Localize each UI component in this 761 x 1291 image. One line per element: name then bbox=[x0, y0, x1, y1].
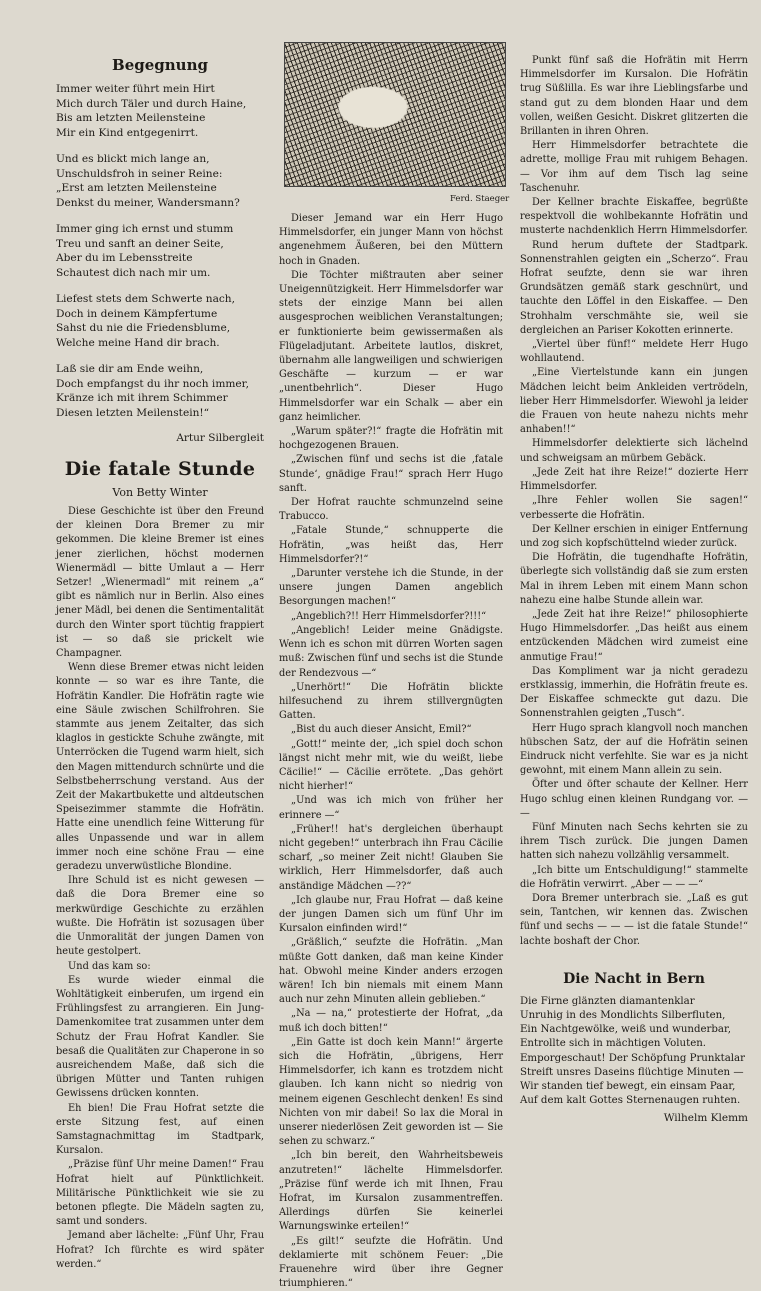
poem-line: Die Firne glänzten diamantenklar bbox=[520, 995, 695, 1007]
poem-line: Wir standen tief bewegt, ein einsam Paar, bbox=[520, 1081, 736, 1093]
article-paragraph: „Ihre Fehler wollen Sie sagen!“ verbesserte die Hofrätin. bbox=[520, 495, 748, 521]
article-column-3 bbox=[520, 54, 748, 949]
poem-line: Unruhig in des Mondlichts Silberfluten, bbox=[520, 1010, 726, 1021]
article-paragraph: „Eine Viertelstunde kann ein jungen Mädchen leicht beim Ankleiden vertrödeln, lieber Herr Himmelsdorfer. Wiewohl ja leider die Frauen von heute nahezu nichts mehr anhaben!!“ bbox=[520, 367, 748, 436]
article-paragraph: „Präzise fünf Uhr meine Damen!“ Frau Hofrat hielt auf Pünktlichkeit. Militärische Pünktlichkeit wie sie zu betonen pflegte. Die Mädeln sagten zu, samt und sonders. bbox=[56, 1159, 264, 1228]
article-paragraph: „Zwischen fünf und sechs ist die ‚fatale Stunde‘, gnädige Frau!“ sprach Herr Hugo sanft. bbox=[279, 454, 503, 494]
article-paragraph: „Na — na,“ protestierte der Hofrat, „da muß ich doch bitten!“ bbox=[279, 1008, 503, 1034]
article-paragraph: „Ein Gatte ist doch kein Mann!“ ärgerte sich die Hofrätin, „übrigens, Herr Himmelsdorfer, ich kann es trotzdem nicht glauben. Ich kann nicht so niedrig von meinem eigenen Geschlecht denken! Es sind Nichten von mir dabei! So lax die Moral in unserer niederlösen Zeit geworden ist — Sie sehen zu schwarz.“ bbox=[279, 1036, 503, 1148]
article-paragraph: Eh bien! Die Frau Hofrat setzte die erste Sitzung fest, auf einen Samstagnachmittag im Stadtpark, Kursalon. bbox=[56, 1102, 264, 1157]
poem-line: Schautest dich nach mir um. bbox=[56, 266, 211, 279]
poem-line: Und es blickt mich lange an, bbox=[56, 153, 210, 165]
poem-line: Diesen letzten Meilenstein!“ bbox=[56, 406, 210, 419]
poem-stanza bbox=[56, 82, 264, 140]
article-paragraph: „Jede Zeit hat ihre Reize!“ dozierte Herr Himmelsdorfer. bbox=[520, 466, 748, 493]
article-column-1 bbox=[56, 505, 264, 1272]
poem-line: Treu und sanft an deiner Seite, bbox=[56, 237, 224, 250]
article-paragraph: „Ich glaube nur, Frau Hofrat — daß keine der jungen Damen sich um fünf Uhr im Kursalon einfinden wird!“ bbox=[279, 894, 503, 935]
article-paragraph: Und das kam so: bbox=[68, 960, 151, 972]
article-title: Die fatale Stunde bbox=[64, 458, 256, 480]
article-paragraph: Herr Hugo sprach klangvoll noch manchen hübschen Satz, der auf die Hofrätin seinen Eindruck nicht verfehlte. Sie war es ja nicht gewohnt, mit einem Mann allein zu sein. bbox=[520, 722, 748, 777]
article-paragraph: „Ich bin bereit, den Wahrheitsbeweis anzutreten!“ lächelte Himmelsdorfer. „Präzise fünf werde ich mit Ihnen, Frau Hofrat, im Kursalon zusammentreffen. Allerdings dürfen Sie keinerlei Warnungswinke erteilen!“ bbox=[279, 1150, 503, 1233]
article-paragraph: Fünf Minuten nach Sechs kehrten sie zu ihrem Tisch zurück. Die jungen Damen hatten sich nahezu vollzählig versammelt. bbox=[520, 821, 748, 862]
poem-begegnung bbox=[56, 82, 264, 420]
poem-line: Mir ein Kind entgegenirrt. bbox=[56, 126, 199, 139]
article-paragraph: Dieser Jemand war ein Herr Hugo Himmelsdorfer, ein junger Mann von höchst angenehmem Äußeren, bei den Müttern hoch in Gnaden. bbox=[279, 213, 503, 267]
article-paragraph: Das Kompliment war ja nicht geradezu erstklassig, immerhin, die Hofrätin freute es. Der Eiskaffee schmeckte gut dazu. Die Sonnenstrahlen geigten „Tusch“. bbox=[520, 665, 748, 720]
column-middle bbox=[279, 212, 503, 1291]
article-column-2 bbox=[279, 212, 503, 1291]
article-paragraph: „Fatale Stunde,“ schnupperte die Hofrätin, „was heißt das, Herr Himmelsdorfer?!“ bbox=[279, 525, 503, 565]
poem-line: Liefest stets dem Schwerte nach, bbox=[56, 293, 236, 305]
article-paragraph: Der Kellner erschien in einiger Entfernung und zog sich kopfschüttelnd wieder zurück. bbox=[520, 523, 748, 549]
article-paragraph: „Angeblich! Leider meine Gnädigste. Wenn ich es schon mit dürren Worten sagen muß: Zwischen fünf und sechs ist die Stunde der Rendezvous —“ bbox=[279, 624, 503, 679]
poem-author: Artur Silbergleit bbox=[176, 432, 264, 444]
article-paragraph: Diese Geschichte ist über den Freund der kleinen Dora Bremer zu mir gekommen. Die kleine Bremer ist eines jener zierlichen, höchst modernen Wienermädl — bitte Umlaut a — Herr Setzer! „Wienermadl“ mit reinem „a“ gibt es nämlich nur in Berlin. Also eines jener Mädl, bei denen die Sentimentalität durch den Winter sport tüchtig frappiert ist — so daß sie prickelt wie Champagner. bbox=[56, 506, 264, 660]
article-paragraph: „Unerhört!“ Die Hofrätin blickte hilfesuchend zu ihrem stillvergnügten Gatten. bbox=[279, 681, 503, 722]
article-byline: Von Betty Winter bbox=[112, 486, 208, 499]
poem-line: Ein Nachtgewölke, weiß und wunderbar, bbox=[520, 1024, 731, 1036]
poem-line: Unschuldsfroh in seiner Reine: bbox=[56, 167, 223, 180]
poem-line: Sahst du nie die Friedensblume, bbox=[56, 322, 231, 334]
poem-line: Auf dem kalt Gottes Sternenaugen ruhten. bbox=[520, 1095, 741, 1107]
article-paragraph: „Jede Zeit hat ihre Reize!“ philosophierte Hugo Himmelsdorfer. „Das heißt aus einem entzückenden Mädchen wird zumeist eine anmutige Frau!“ bbox=[520, 608, 748, 663]
poem-title: Begegnung bbox=[112, 56, 208, 74]
poem-line: Mich durch Täler und durch Haine, bbox=[56, 97, 247, 110]
poem-stanza bbox=[56, 292, 264, 350]
poem-line: Welche meine Hand dir brach. bbox=[56, 336, 220, 349]
column-right bbox=[520, 54, 748, 1124]
article-paragraph: Himmelsdorfer delektierte sich lächelnd und schweigsam an mürbem Gebäck. bbox=[520, 438, 748, 464]
poem2-title: Die Nacht in Bern bbox=[563, 970, 705, 987]
poem-line: Doch in deinem Kämpfertume bbox=[56, 307, 218, 320]
poem-line: „Erst am letzten Meilensteine bbox=[56, 182, 217, 194]
article-paragraph: Ihre Schuld ist es nicht gewesen — daß die Dora Bremer eine so merkwürdige Geschichte zu erzählen wußte. Die Hofrätin ist sozusagen über die Unmoralität der jungen Damen von heute gestolpert. bbox=[56, 875, 264, 958]
article-paragraph: „Darunter verstehe ich die Stunde, in der unsere jungen Damen angeblich Besorgungen machen!“ bbox=[279, 568, 503, 608]
article-paragraph: Herr Himmelsdorfer betrachtete die adrette, mollige Frau mit ruhigem Behagen. — Vor ihm auf dem Tisch lag seine Taschenuhr. bbox=[520, 140, 748, 194]
article-paragraph: „Warum später?!“ fragte die Hofrätin mit hochgezogenen Brauen. bbox=[279, 426, 503, 452]
article-paragraph: Dora Bremer unterbrach sie. „Laß es gut sein, Tantchen, wir kennen das. Zwischen fünf und sechs — — — ist die fatale Stunde!“ lachte boshaft der Chor. bbox=[520, 892, 748, 947]
article-paragraph: Die Töchter mißtrauten aber seiner Uneigennützigkeit. Herr Himmelsdorfer war stets der einzige Mann bei allen ausgesprochen weiblichen Veranstaltungen; er funktionierte beim gewissermaßen als Flügeladjutant. Arbeitete lautlos, diskret, übernahm alle langweiligen und schwierigen Geschäfte — kurzum — er war „unentbehrlich“. Dieser Hugo Himmelsdorfer war ein Schalk — aber ein ganz heimlicher. bbox=[279, 269, 503, 423]
illustration bbox=[284, 42, 506, 187]
poem-stanza bbox=[56, 152, 264, 210]
poem-line: Aber du im Lebensstreite bbox=[56, 252, 193, 264]
poem-line: Entrollte sich in mächtigen Voluten. bbox=[520, 1038, 707, 1050]
article-paragraph: Jemand aber lächelte: „Fünf Uhr, Frau Hofrat? Ich fürchte es wird später werden.“ bbox=[56, 1230, 264, 1270]
article-paragraph: Wenn diese Bremer etwas nicht leiden konnte — so war es ihre Tante, die Hofrätin Kandler. Die Hofrätin ragte wie eine Säule zwischen Schilfrohren. Sie stammte aus jenem Zeitalter, das sich klaglos in gestickte Schuhe zwängte, mit Unterröcken die Tugend warm hielt, sich den Magen mittendurch schnürte und die Selbstbeherrschung verstand. Aus der Zeit der Makartbukette und altdeutschen Speisezimmer stammte die Hofrätin. Hatte eine unendlich feine Witterung für alles Unpassende und war in allem immer noch eine schöne Frau — eine geradezu unverwüstliche Blondine. bbox=[56, 662, 264, 873]
article-paragraph: „Angeblich?!! Herr Himmelsdorfer?!!!“ bbox=[291, 610, 487, 622]
article-paragraph: „Gräßlich,“ seufzte die Hofrätin. „Man müßte Gott danken, daß man keine Kinder hat. Obwohl meine Kinder anders erzogen wären! Ich bin niemals mit einem Mann auch nur zehn Minuten allein geblieben.“ bbox=[279, 937, 503, 1006]
poem-line: Laß sie dir am Ende weihn, bbox=[56, 363, 204, 375]
article-paragraph: „Bist du auch dieser Ansicht, Emil?“ bbox=[291, 724, 472, 736]
article-paragraph: „Viertel über fünf!“ meldete Herr Hugo wohllautend. bbox=[520, 339, 748, 365]
article-paragraph: Punkt fünf saß die Hofrätin mit Herrn Himmelsdorfer im Kursalon. Die Hofrätin trug Süßlilla. Es war ihre Lieblingsfarbe und stand gut zu dem blonden Haar und dem vollen, weißen Gesicht. Diskret glitzerten die Brillanten in ihren Ohren. bbox=[520, 55, 748, 138]
poem-line: Immer weiter führt mein Hirt bbox=[56, 83, 215, 95]
article-paragraph: „Ich bitte um Entschuldigung!“ stammelte die Hofrätin verwirrt. „Aber — — —“ bbox=[520, 864, 748, 890]
article-paragraph: Die Hofrätin, die tugendhafte Hofrätin, überlegte sich vollständig daß sie zum ersten Mal in ihrem Leben mit einem Mann schon nahezu eine halbe Stunde allein war. bbox=[520, 552, 748, 606]
article-paragraph: Es wurde wieder einmal die Wohltätigkeit einberufen, um irgend ein Frühlingsfest zu arrangieren. Ein Jung-Damenkomitee trat zusammen unter dem Schutz der Frau Hofrat Kandler. Sie besaß die Qualitäten zur Chaperone in so ausreichendem Maße, daß sich die übrigen Mütter und Tanten ruhigen Gewissens drücken konnten. bbox=[56, 974, 264, 1100]
poem-line: Denkst du meiner, Wandersmann? bbox=[56, 196, 240, 209]
poem-line: Kränze ich mit ihrem Schimmer bbox=[56, 392, 228, 404]
poem2-author: Wilhelm Klemm bbox=[663, 1112, 748, 1125]
article-paragraph: „Früher!! hat's dergleichen überhaupt nicht gegeben!“ unterbrach ihn Frau Cäcilie scharf, „so meiner Zeit nicht! Glauben Sie wirklich, Herr Himmelsdorfer, daß auch anständige Mädchen —??“ bbox=[279, 823, 503, 892]
poem-nacht-in-bern bbox=[520, 995, 748, 1109]
article-paragraph: Öfter und öfter schaute der Kellner. Herr Hugo schlug einen kleinen Rundgang vor. — — bbox=[520, 779, 748, 819]
article-paragraph: „Es gilt!“ seufzte die Hofrätin. Und deklamierte mit schönem Feuer: „Die Frauenehre wird über ihre Gegner triumphieren.“ bbox=[279, 1235, 503, 1290]
article-paragraph: „Und was ich mich von früher her erinnere —“ bbox=[279, 795, 503, 821]
poem-line: Emporgeschaut! Der Schöpfung Prunktalar bbox=[520, 1052, 745, 1064]
article-paragraph: „Gott!“ meinte der, „ich spiel doch schon längst nicht mehr mit, wie du weißt, liebe Cäcilie!“ — Cäcilie errötete. „Das gehört nicht hierher!“ bbox=[279, 738, 503, 793]
article-paragraph: Der Hofrat rauchte schmunzelnd seine Trabucco. bbox=[279, 497, 503, 523]
poem-stanza bbox=[56, 362, 264, 420]
poem-line: Doch empfangst du ihr noch immer, bbox=[56, 377, 249, 390]
article-paragraph: Der Kellner brachte Eiskaffee, begrüßte respektvoll die wohlbekannte Hofrätin und musterte nachdenklich Herrn Himmelsdorfer. bbox=[520, 197, 748, 237]
poem-line: Bis am letzten Meilensteine bbox=[56, 112, 206, 124]
illustration-caption: Ferd. Staeger bbox=[450, 194, 510, 204]
column-left bbox=[56, 0, 264, 1272]
article-paragraph: Rund herum duftete der Stadtpark. Sonnenstrahlen geigten ein „Scherzo“. Frau Hofrat seufzte, denn sie war ihren Grundsätzen gemäß stark geschnürt, und tauchte den Löffel in den Eiskaffee. — Den Strohhalm verschmähte sie, weil sie dergleichen an Pariser Kokotten erinnerte. bbox=[520, 239, 748, 336]
poem-line: Streift unsres Daseins flüchtige Minuten — bbox=[520, 1066, 744, 1078]
poem-stanza bbox=[56, 222, 264, 280]
poem-line: Immer ging ich ernst und stumm bbox=[56, 223, 234, 235]
